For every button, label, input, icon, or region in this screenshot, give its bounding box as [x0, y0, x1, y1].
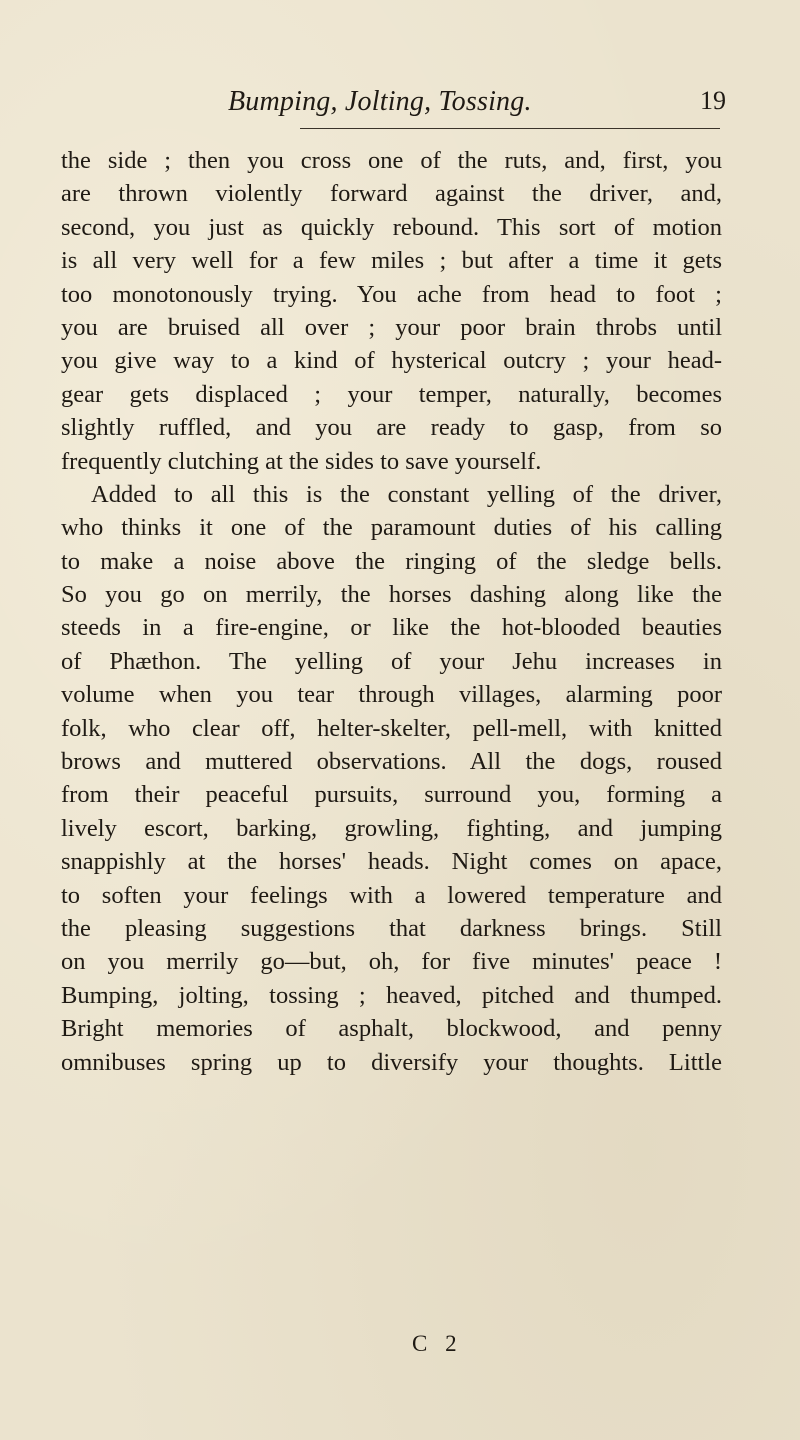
text-line: you are bruised all over ; your poor brain throbs until: [61, 313, 722, 341]
text-line: are thrown violently forward against the driver, and,: [61, 180, 722, 208]
text-line: slightly ruffled, and you are ready to gasp, from so: [61, 414, 722, 442]
signature-mark: C 2: [412, 1331, 463, 1356]
text-line: to soften your feelings with a lowered temperature and: [61, 881, 722, 909]
text-line: So you go on merrily, the horses dashing along like the: [61, 581, 722, 609]
text-line: who thinks it one of the paramount duties of his calling: [61, 514, 722, 542]
text-line: of Phæthon. The yelling of your Jehu increases in: [61, 647, 722, 675]
text-line: volume when you tear through villages, alarming poor: [61, 681, 722, 709]
page-number: 19: [700, 86, 726, 115]
text-line: steeds in a fire-engine, or like the hot-blooded beauties: [61, 614, 722, 642]
text-line: frequently clutching at the sides to save yourself.: [61, 447, 542, 475]
text-line: snappishly at the horses' heads. Night comes on apace,: [61, 848, 722, 876]
text-line: the side ; then you cross one of the ruts, and, first, you: [61, 147, 722, 174]
text-line: is all very well for a few miles ; but after a time it gets: [61, 247, 722, 275]
text-line: brows and muttered observations. All the dogs, roused: [61, 748, 722, 776]
header-rule: [300, 128, 720, 129]
running-title: Bumping, Jolting, Tossing.: [228, 86, 532, 117]
body-text: [61, 144, 722, 1079]
text-line: folk, who clear off, helter-skelter, pell-mell, with knitted: [61, 714, 722, 742]
text-line: Bright memories of asphalt, blockwood, and penny: [61, 1015, 722, 1043]
text-line: you give way to a kind of hysterical outcry ; your head-: [61, 347, 722, 375]
text-line: to make a noise above the ringing of the sledge bells.: [61, 547, 722, 575]
text-line: gear gets displaced ; your temper, naturally, becomes: [61, 380, 722, 408]
text-line: from their peaceful pursuits, surround you, forming a: [61, 781, 722, 809]
text-line: too monotonously trying. You ache from head to foot ;: [61, 280, 722, 308]
text-line: the pleasing suggestions that darkness brings. Still: [61, 914, 722, 942]
page-header: [228, 86, 726, 122]
text-line: lively escort, barking, growling, fighting, and jumping: [61, 814, 722, 842]
text-line: second, you just as quickly rebound. This sort of motion: [61, 213, 722, 241]
text-line: omnibuses spring up to diversify your thoughts. Little: [61, 1048, 722, 1076]
text-line: on you merrily go—but, oh, for five minutes' peace !: [61, 948, 722, 976]
text-line: Bumping, jolting, tossing ; heaved, pitched and thumped.: [61, 981, 722, 1009]
paragraph-first-line: Added to all this is the constant yelling of the driver,: [91, 480, 722, 508]
